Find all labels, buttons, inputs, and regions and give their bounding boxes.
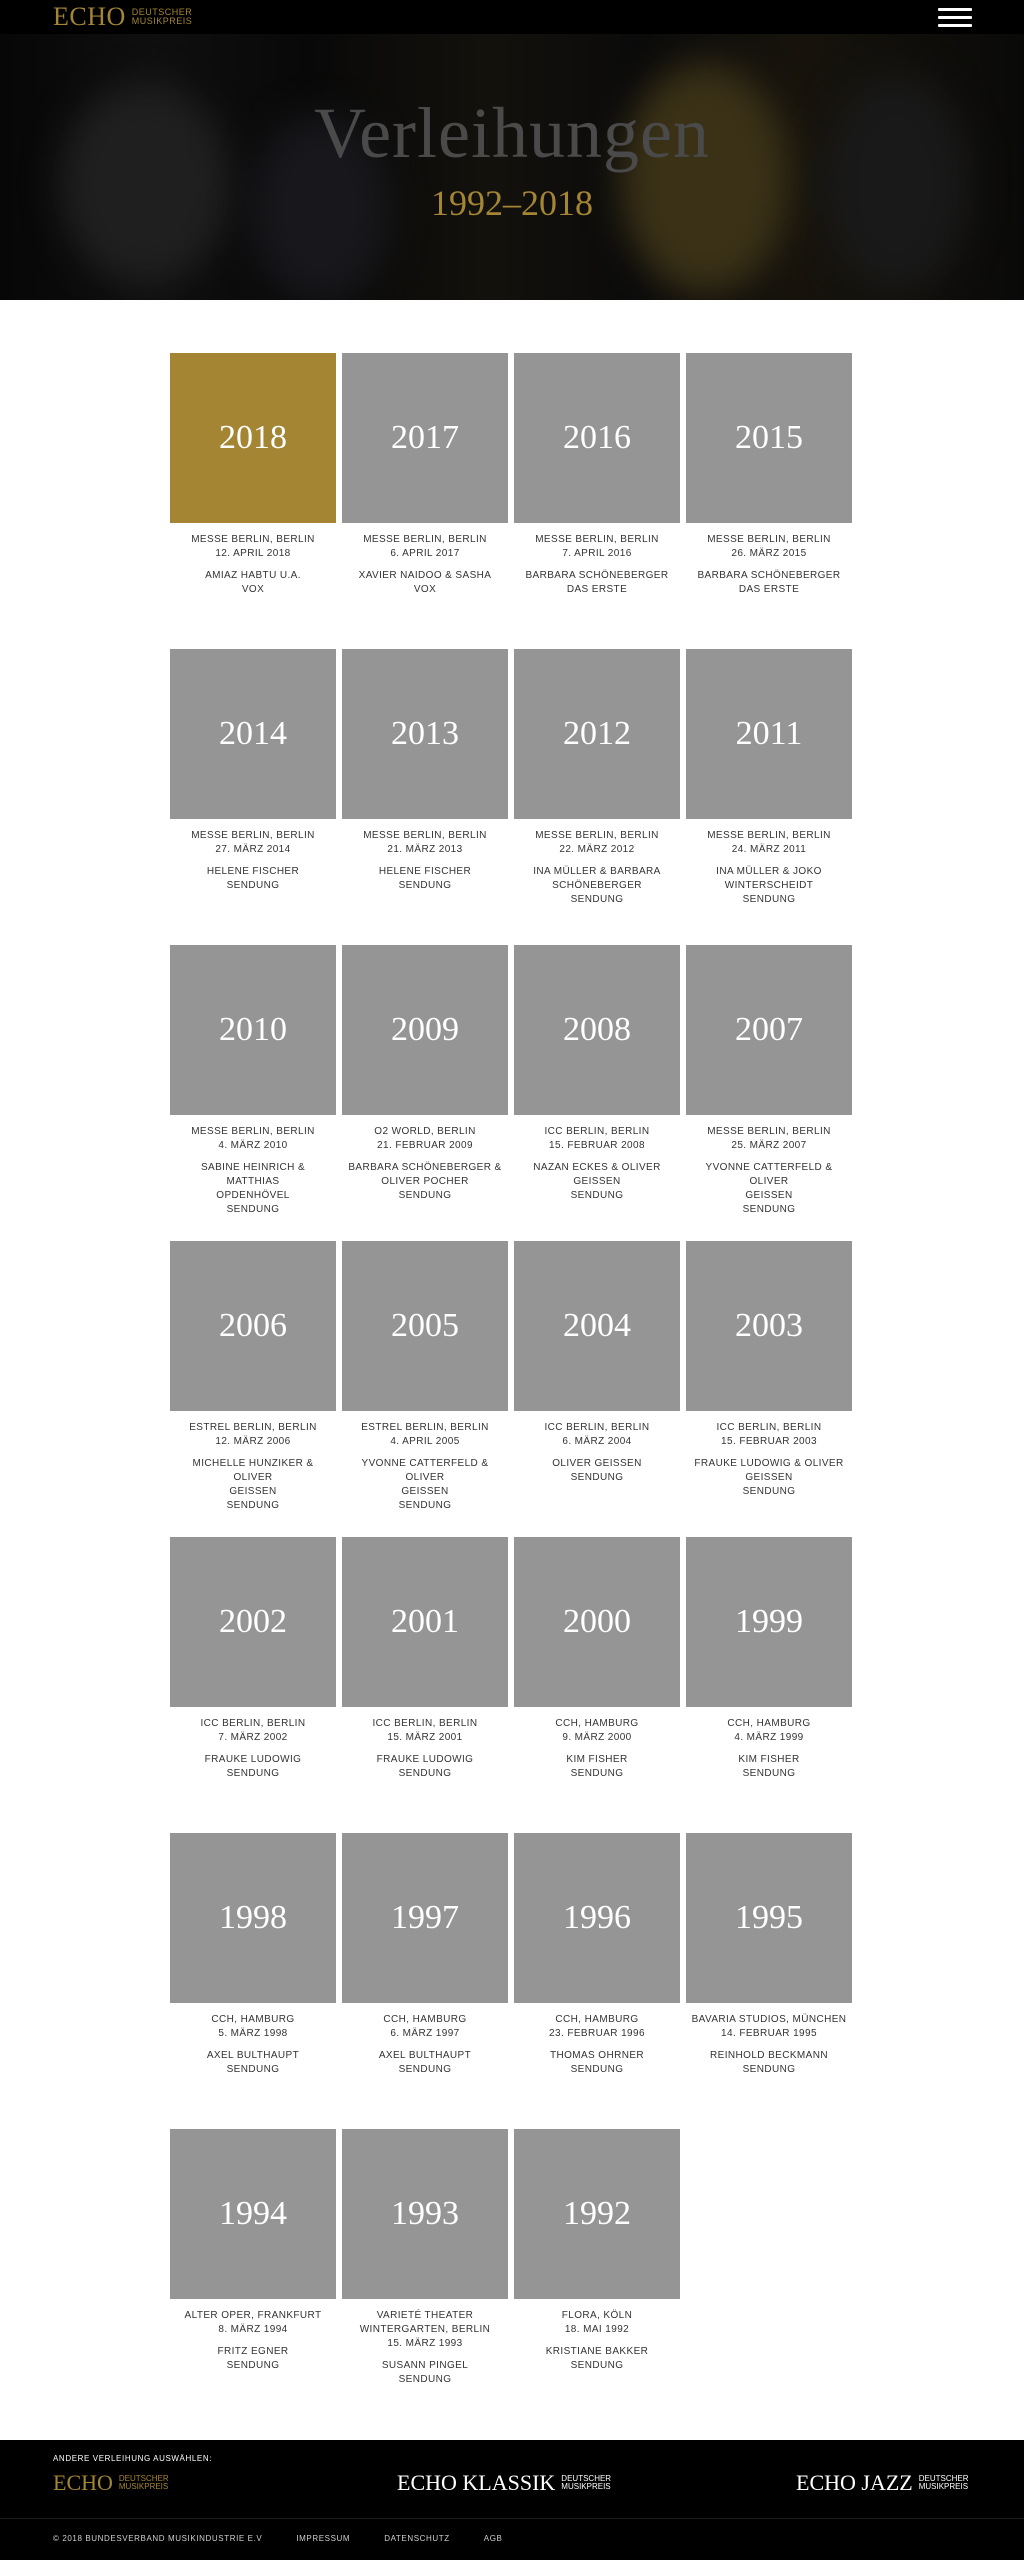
year-tile[interactable] <box>514 1833 680 2003</box>
event-host-line: GEISSEN <box>229 1486 277 1497</box>
event-host-line: SENDUNG <box>742 1768 796 1779</box>
event-host-line: SENDUNG <box>226 2360 280 2371</box>
event-host-line: MICHELLE HUNZIKER & OLIVER <box>192 1458 314 1483</box>
event-host-line: YVONNE CATTERFELD & OLIVER <box>361 1458 489 1483</box>
footer-echo-jazz-link[interactable] <box>796 2470 969 2496</box>
event-host-line: GEISSEN <box>401 1486 449 1497</box>
event-venue: CCH, HAMBURG <box>555 2014 639 2025</box>
event-date: 26. MÄRZ 2015 <box>731 548 807 559</box>
year-label: 2002 <box>219 1603 287 1640</box>
event-info <box>686 1717 852 1781</box>
event-date: 21. MÄRZ 2013 <box>387 844 463 855</box>
event-host-line: SENDUNG <box>570 2064 624 2075</box>
event-venue: CCH, HAMBURG <box>383 2014 467 2025</box>
year-tile[interactable] <box>342 353 508 523</box>
year-card[interactable] <box>342 945 508 1203</box>
year-tile[interactable] <box>342 1537 508 1707</box>
event-host-line: OPDENHÖVEL <box>216 1190 290 1201</box>
event-host-line: OLIVER POCHER <box>381 1176 469 1187</box>
event-venue: MESSE BERLIN, BERLIN <box>535 830 659 841</box>
event-hosts <box>174 2345 332 2373</box>
year-label: 1997 <box>391 1899 459 1936</box>
event-host-line: INA MÜLLER & BARBARA <box>533 866 661 877</box>
event-hosts <box>690 1753 848 1781</box>
event-date: 4. MÄRZ 2010 <box>218 1140 288 1151</box>
event-host-line: SENDUNG <box>226 1204 280 1215</box>
year-card[interactable] <box>170 353 336 597</box>
agb-link[interactable]: AGB <box>483 2534 503 2543</box>
footer-echo-sub-2: MUSIKPREIS <box>118 2482 169 2491</box>
event-host-line: WINTERSCHEIDT <box>724 880 814 891</box>
year-card[interactable] <box>170 1537 336 1781</box>
event-host-line: OLIVER GEISSEN <box>552 1458 642 1469</box>
event-host-line: REINHOLD BECKMANN <box>710 2050 828 2061</box>
event-host-line: THOMAS OHRNER <box>549 2050 645 2061</box>
year-tile[interactable] <box>514 1537 680 1707</box>
event-host-line: SENDUNG <box>226 1500 280 1511</box>
event-host-line: VOX <box>413 584 437 595</box>
year-card[interactable] <box>342 649 508 893</box>
event-host-line: SENDUNG <box>398 2064 452 2075</box>
event-hosts <box>690 1457 848 1499</box>
event-info <box>686 829 852 907</box>
event-hosts <box>346 1161 504 1203</box>
event-date: 27. MÄRZ 2014 <box>215 844 291 855</box>
event-host-line: VOX <box>241 584 265 595</box>
event-host-line: SENDUNG <box>570 1472 624 1483</box>
year-tile[interactable] <box>514 649 680 819</box>
footer-klassik-sub-1: DEUTSCHER <box>561 2474 612 2483</box>
event-host-line: INA MÜLLER & JOKO <box>716 866 822 877</box>
event-venue: VARIETÉ THEATER WINTERGARTEN, BERLIN <box>359 2310 491 2335</box>
datenschutz-link[interactable]: DATENSCHUTZ <box>384 2534 450 2543</box>
year-tile[interactable] <box>170 1833 336 2003</box>
event-hosts <box>174 1753 332 1781</box>
year-label: 2010 <box>219 1011 287 1048</box>
event-host-line: SENDUNG <box>570 2360 624 2371</box>
year-tile[interactable] <box>686 649 852 819</box>
event-host-line: HELENE FISCHER <box>206 866 300 877</box>
hero-banner <box>0 34 1024 300</box>
event-venue: ESTREL BERLIN, BERLIN <box>189 1422 317 1433</box>
event-host-line: SENDUNG <box>570 1190 624 1201</box>
event-venue: CCH, HAMBURG <box>555 1718 639 1729</box>
event-host-line: SENDUNG <box>398 2374 452 2385</box>
event-hosts <box>518 2345 676 2373</box>
year-card[interactable] <box>514 945 680 1203</box>
event-date: 4. APRIL 2005 <box>390 1436 460 1447</box>
year-tile[interactable] <box>170 1537 336 1707</box>
year-tile[interactable] <box>686 945 852 1115</box>
year-label: 1995 <box>735 1899 803 1936</box>
year-card[interactable] <box>686 945 852 1217</box>
menu-bar <box>938 16 972 19</box>
event-date: 14. FEBRUAR 1995 <box>721 2028 817 2039</box>
year-card[interactable] <box>170 649 336 893</box>
echo-logo[interactable] <box>53 2 193 31</box>
event-host-line: SCHÖNEBERGER <box>552 880 642 891</box>
event-host-line: KRISTIANE BAKKER <box>545 2346 649 2357</box>
event-host-line: SENDUNG <box>742 2064 796 2075</box>
event-venue: MESSE BERLIN, BERLIN <box>363 534 487 545</box>
event-info <box>514 2309 680 2373</box>
year-label: 2008 <box>563 1011 631 1048</box>
event-host-line: SUSANN PINGEL <box>381 2360 469 2371</box>
footer-jazz-word: ECHO JAZZ <box>796 2470 913 2495</box>
event-date: 15. FEBRUAR 2008 <box>549 1140 645 1151</box>
year-card[interactable] <box>170 945 336 1217</box>
year-card[interactable] <box>686 1241 852 1499</box>
event-hosts <box>518 569 676 597</box>
year-card[interactable] <box>686 1537 852 1781</box>
event-host-line: HELENE FISCHER <box>378 866 472 877</box>
event-info <box>342 2309 508 2387</box>
event-info <box>514 1717 680 1781</box>
year-card[interactable] <box>342 2129 508 2387</box>
event-hosts <box>346 1457 504 1513</box>
event-info <box>514 1421 680 1485</box>
event-hosts <box>518 1753 676 1781</box>
footer <box>0 2440 1024 2560</box>
year-tile[interactable] <box>514 2129 680 2299</box>
event-host-line: SENDUNG <box>226 2064 280 2075</box>
year-label: 2006 <box>219 1307 287 1344</box>
event-host-line: BARBARA SCHÖNEBERGER <box>525 570 669 581</box>
year-card[interactable] <box>514 649 680 907</box>
event-venue: MESSE BERLIN, BERLIN <box>535 534 659 545</box>
event-hosts <box>346 1753 504 1781</box>
event-date: 15. FEBRUAR 2003 <box>721 1436 817 1447</box>
event-info <box>170 1421 336 1513</box>
year-label: 1992 <box>563 2195 631 2232</box>
event-host-line: SENDUNG <box>398 1500 452 1511</box>
year-card[interactable] <box>514 1833 680 2077</box>
footer-echo-sub-1: DEUTSCHER <box>118 2474 169 2483</box>
footer-echo-link[interactable] <box>53 2470 169 2496</box>
event-info <box>514 533 680 597</box>
event-venue: ICC BERLIN, BERLIN <box>544 1422 650 1433</box>
event-hosts <box>174 569 332 597</box>
event-venue: MESSE BERLIN, BERLIN <box>707 534 831 545</box>
event-date: 15. MÄRZ 1993 <box>387 2338 463 2349</box>
event-host-line: XAVIER NAIDOO & SASHA <box>358 570 492 581</box>
year-tile[interactable] <box>514 1241 680 1411</box>
event-host-line: GEISSEN <box>745 1472 793 1483</box>
year-tile[interactable] <box>342 2129 508 2299</box>
year-label: 2004 <box>563 1307 631 1344</box>
event-info <box>342 829 508 893</box>
year-label: 1993 <box>391 2195 459 2232</box>
event-date: 8. MÄRZ 1994 <box>218 2324 288 2335</box>
year-tile[interactable] <box>342 649 508 819</box>
event-venue: CCH, HAMBURG <box>211 2014 295 2025</box>
event-host-line: KIM FISHER <box>738 1754 800 1765</box>
event-date: 12. APRIL 2018 <box>215 548 291 559</box>
footer-divider <box>0 2518 1024 2519</box>
event-venue: ICC BERLIN, BERLIN <box>200 1718 306 1729</box>
event-hosts <box>518 865 676 907</box>
event-host-line: YVONNE CATTERFELD & OLIVER <box>705 1162 833 1187</box>
year-card[interactable] <box>686 1833 852 2077</box>
event-date: 15. MÄRZ 2001 <box>387 1732 463 1743</box>
event-hosts <box>518 1161 676 1203</box>
event-info <box>342 1717 508 1781</box>
event-hosts <box>518 2049 676 2077</box>
year-label: 2017 <box>391 419 459 456</box>
menu-bar <box>938 24 972 27</box>
year-tile[interactable] <box>686 1833 852 2003</box>
event-venue: CCH, HAMBURG <box>727 1718 811 1729</box>
year-card[interactable] <box>170 1241 336 1513</box>
event-hosts <box>346 2359 504 2387</box>
event-host-line: SENDUNG <box>742 1486 796 1497</box>
year-label: 1994 <box>219 2195 287 2232</box>
year-label: 1998 <box>219 1899 287 1936</box>
event-date: 23. FEBRUAR 1996 <box>549 2028 645 2039</box>
footer-klassik-sub <box>561 2475 611 2491</box>
event-host-line: SENDUNG <box>398 1190 452 1201</box>
year-card[interactable] <box>342 1537 508 1781</box>
footer-bottom-bar <box>53 2534 502 2543</box>
event-hosts <box>346 569 504 597</box>
year-label: 2018 <box>219 419 287 456</box>
event-date: 25. MÄRZ 2007 <box>731 1140 807 1151</box>
event-hosts <box>518 1457 676 1485</box>
event-info <box>170 829 336 893</box>
year-card[interactable] <box>686 353 852 597</box>
year-card[interactable] <box>170 2129 336 2373</box>
event-host-line: BARBARA SCHÖNEBERGER <box>697 570 841 581</box>
event-info <box>686 2013 852 2077</box>
year-tile[interactable] <box>170 353 336 523</box>
event-venue: ICC BERLIN, BERLIN <box>544 1126 650 1137</box>
event-host-line: SENDUNG <box>226 1768 280 1779</box>
page-subtitle: 1992–2018 <box>431 183 593 223</box>
event-host-line: AMIAZ HABTU U.A. <box>205 570 301 581</box>
logo-sub-line-2: MUSIKPREIS <box>131 16 193 26</box>
year-tile[interactable] <box>514 945 680 1115</box>
event-host-line: NAZAN ECKES & OLIVER GEISSEN <box>533 1162 661 1187</box>
footer-klassik-word: ECHO KLASSIK <box>397 2470 556 2495</box>
event-host-line: GEISSEN <box>745 1190 793 1201</box>
year-label: 2007 <box>735 1011 803 1048</box>
event-hosts <box>174 1457 332 1513</box>
year-label: 2011 <box>735 715 803 752</box>
year-card[interactable] <box>342 1241 508 1513</box>
year-label: 1996 <box>563 1899 631 1936</box>
event-venue: MESSE BERLIN, BERLIN <box>363 830 487 841</box>
event-venue: MESSE BERLIN, BERLIN <box>707 830 831 841</box>
event-hosts <box>690 2049 848 2077</box>
event-hosts <box>174 865 332 893</box>
event-venue: MESSE BERLIN, BERLIN <box>707 1126 831 1137</box>
event-venue: BAVARIA STUDIOS, MÜNCHEN <box>691 2014 847 2025</box>
event-info <box>514 2013 680 2077</box>
event-date: 6. MÄRZ 1997 <box>390 2028 460 2039</box>
event-info <box>342 533 508 597</box>
year-label: 2000 <box>563 1603 631 1640</box>
event-host-line: DAS ERSTE <box>738 584 800 595</box>
year-label: 2016 <box>563 419 631 456</box>
event-host-line: SENDUNG <box>570 894 624 905</box>
event-host-line: AXEL BULTHAUPT <box>206 2050 300 2061</box>
event-venue: MESSE BERLIN, BERLIN <box>191 830 315 841</box>
year-tile[interactable] <box>686 353 852 523</box>
year-card[interactable] <box>514 1241 680 1485</box>
event-date: 9. MÄRZ 2000 <box>562 1732 632 1743</box>
year-card[interactable] <box>514 353 680 597</box>
menu-bar <box>938 8 972 11</box>
year-label: 2014 <box>219 715 287 752</box>
event-hosts <box>690 569 848 597</box>
event-host-line: SENDUNG <box>226 880 280 891</box>
event-host-line: FRAUKE LUDOWIG <box>204 1754 302 1765</box>
event-host-line: FRAUKE LUDOWIG & OLIVER <box>694 1458 844 1469</box>
event-info <box>342 1125 508 1203</box>
impressum-link[interactable]: IMPRESSUM <box>296 2534 351 2543</box>
event-date: 6. APRIL 2017 <box>390 548 460 559</box>
year-label: 2003 <box>735 1307 803 1344</box>
event-host-line: SENDUNG <box>570 1768 624 1779</box>
event-host-line: FRITZ EGNER <box>217 2346 289 2357</box>
event-venue: ICC BERLIN, BERLIN <box>716 1422 822 1433</box>
event-date: 7. MÄRZ 2002 <box>218 1732 288 1743</box>
year-tile[interactable] <box>342 1833 508 2003</box>
year-tile[interactable] <box>342 1241 508 1411</box>
year-card[interactable] <box>514 1537 680 1781</box>
event-date: 21. FEBRUAR 2009 <box>377 1140 473 1151</box>
year-tile[interactable] <box>686 1537 852 1707</box>
event-host-line: AXEL BULTHAUPT <box>378 2050 472 2061</box>
footer-jazz-sub-2: MUSIKPREIS <box>918 2482 969 2491</box>
year-card[interactable] <box>170 1833 336 2077</box>
event-info <box>514 1125 680 1203</box>
logo-sub-line-1: DEUTSCHER <box>131 7 193 17</box>
event-info <box>686 1421 852 1499</box>
event-host-line: SENDUNG <box>742 1204 796 1215</box>
hamburger-menu-icon[interactable] <box>938 7 972 29</box>
year-tile[interactable] <box>170 1241 336 1411</box>
event-host-line: FRAUKE LUDOWIG <box>376 1754 474 1765</box>
event-date: 18. MAI 1992 <box>564 2324 630 2335</box>
event-host-line: KIM FISHER <box>566 1754 628 1765</box>
footer-echo-sub <box>119 2475 169 2491</box>
footer-echo-word: ECHO <box>53 2470 113 2495</box>
event-info <box>514 829 680 907</box>
event-info <box>170 1125 336 1217</box>
event-info <box>686 533 852 597</box>
event-info <box>686 1125 852 1217</box>
event-date: 22. MÄRZ 2012 <box>559 844 635 855</box>
footer-select-label: ANDERE VERLEIHUNG AUSWÄHLEN: <box>53 2454 213 2463</box>
event-info <box>342 2013 508 2077</box>
year-card[interactable] <box>514 2129 680 2373</box>
event-hosts <box>174 2049 332 2077</box>
event-date: 4. MÄRZ 1999 <box>734 1732 804 1743</box>
event-date: 12. MÄRZ 2006 <box>215 1436 291 1447</box>
event-info <box>342 1421 508 1513</box>
event-venue: FLORA, KÖLN <box>561 2310 633 2321</box>
year-label: 2012 <box>563 715 631 752</box>
event-hosts <box>346 865 504 893</box>
year-tile[interactable] <box>170 945 336 1115</box>
event-host-line: SABINE HEINRICH & MATTHIAS <box>200 1162 306 1187</box>
event-date: 7. APRIL 2016 <box>562 548 632 559</box>
footer-jazz-sub-1: DEUTSCHER <box>918 2474 969 2483</box>
event-hosts <box>174 1161 332 1217</box>
event-info <box>170 533 336 597</box>
event-host-line: DAS ERSTE <box>566 584 628 595</box>
event-venue: MESSE BERLIN, BERLIN <box>191 1126 315 1137</box>
event-host-line: SENDUNG <box>742 894 796 905</box>
year-tile[interactable] <box>170 2129 336 2299</box>
footer-jazz-sub <box>919 2475 969 2491</box>
page-title: Verleihungen <box>314 93 710 173</box>
event-host-line: SENDUNG <box>398 1768 452 1779</box>
event-hosts <box>690 1161 848 1217</box>
copyright-text: © 2018 BUNDESVERBAND MUSIKINDUSTRIE E.V <box>53 2534 263 2543</box>
event-date: 6. MÄRZ 2004 <box>562 1436 632 1447</box>
event-venue: ESTREL BERLIN, BERLIN <box>361 1422 489 1433</box>
event-date: 24. MÄRZ 2011 <box>731 844 807 855</box>
footer-echo-klassik-link[interactable] <box>397 2470 611 2496</box>
event-venue: O2 WORLD, BERLIN <box>374 1126 476 1137</box>
event-host-line: SENDUNG <box>398 880 452 891</box>
event-venue: MESSE BERLIN, BERLIN <box>191 534 315 545</box>
event-host-line: BARBARA SCHÖNEBERGER & <box>348 1162 502 1173</box>
year-tile[interactable] <box>170 649 336 819</box>
year-label: 2009 <box>391 1011 459 1048</box>
event-info <box>170 1717 336 1781</box>
year-label: 2005 <box>391 1307 459 1344</box>
event-hosts <box>690 865 848 907</box>
event-venue: ALTER OPER, FRANKFURT <box>184 2310 322 2321</box>
year-tile[interactable] <box>342 945 508 1115</box>
event-date: 5. MÄRZ 1998 <box>218 2028 288 2039</box>
event-hosts <box>346 2049 504 2077</box>
year-card[interactable] <box>342 1833 508 2077</box>
year-label: 2015 <box>735 419 803 456</box>
year-card[interactable] <box>686 649 852 907</box>
event-venue: ICC BERLIN, BERLIN <box>372 1718 478 1729</box>
year-label: 2013 <box>391 715 459 752</box>
year-label: 1999 <box>735 1603 803 1640</box>
year-tile[interactable] <box>686 1241 852 1411</box>
event-info <box>170 2013 336 2077</box>
year-card[interactable] <box>342 353 508 597</box>
footer-klassik-sub-2: MUSIKPREIS <box>561 2482 611 2491</box>
event-info <box>170 2309 336 2373</box>
year-tile[interactable] <box>514 353 680 523</box>
year-label: 2001 <box>391 1603 459 1640</box>
top-bar <box>0 0 1024 34</box>
logo-word: ECHO <box>53 2 126 31</box>
logo-subtitle <box>132 8 193 26</box>
